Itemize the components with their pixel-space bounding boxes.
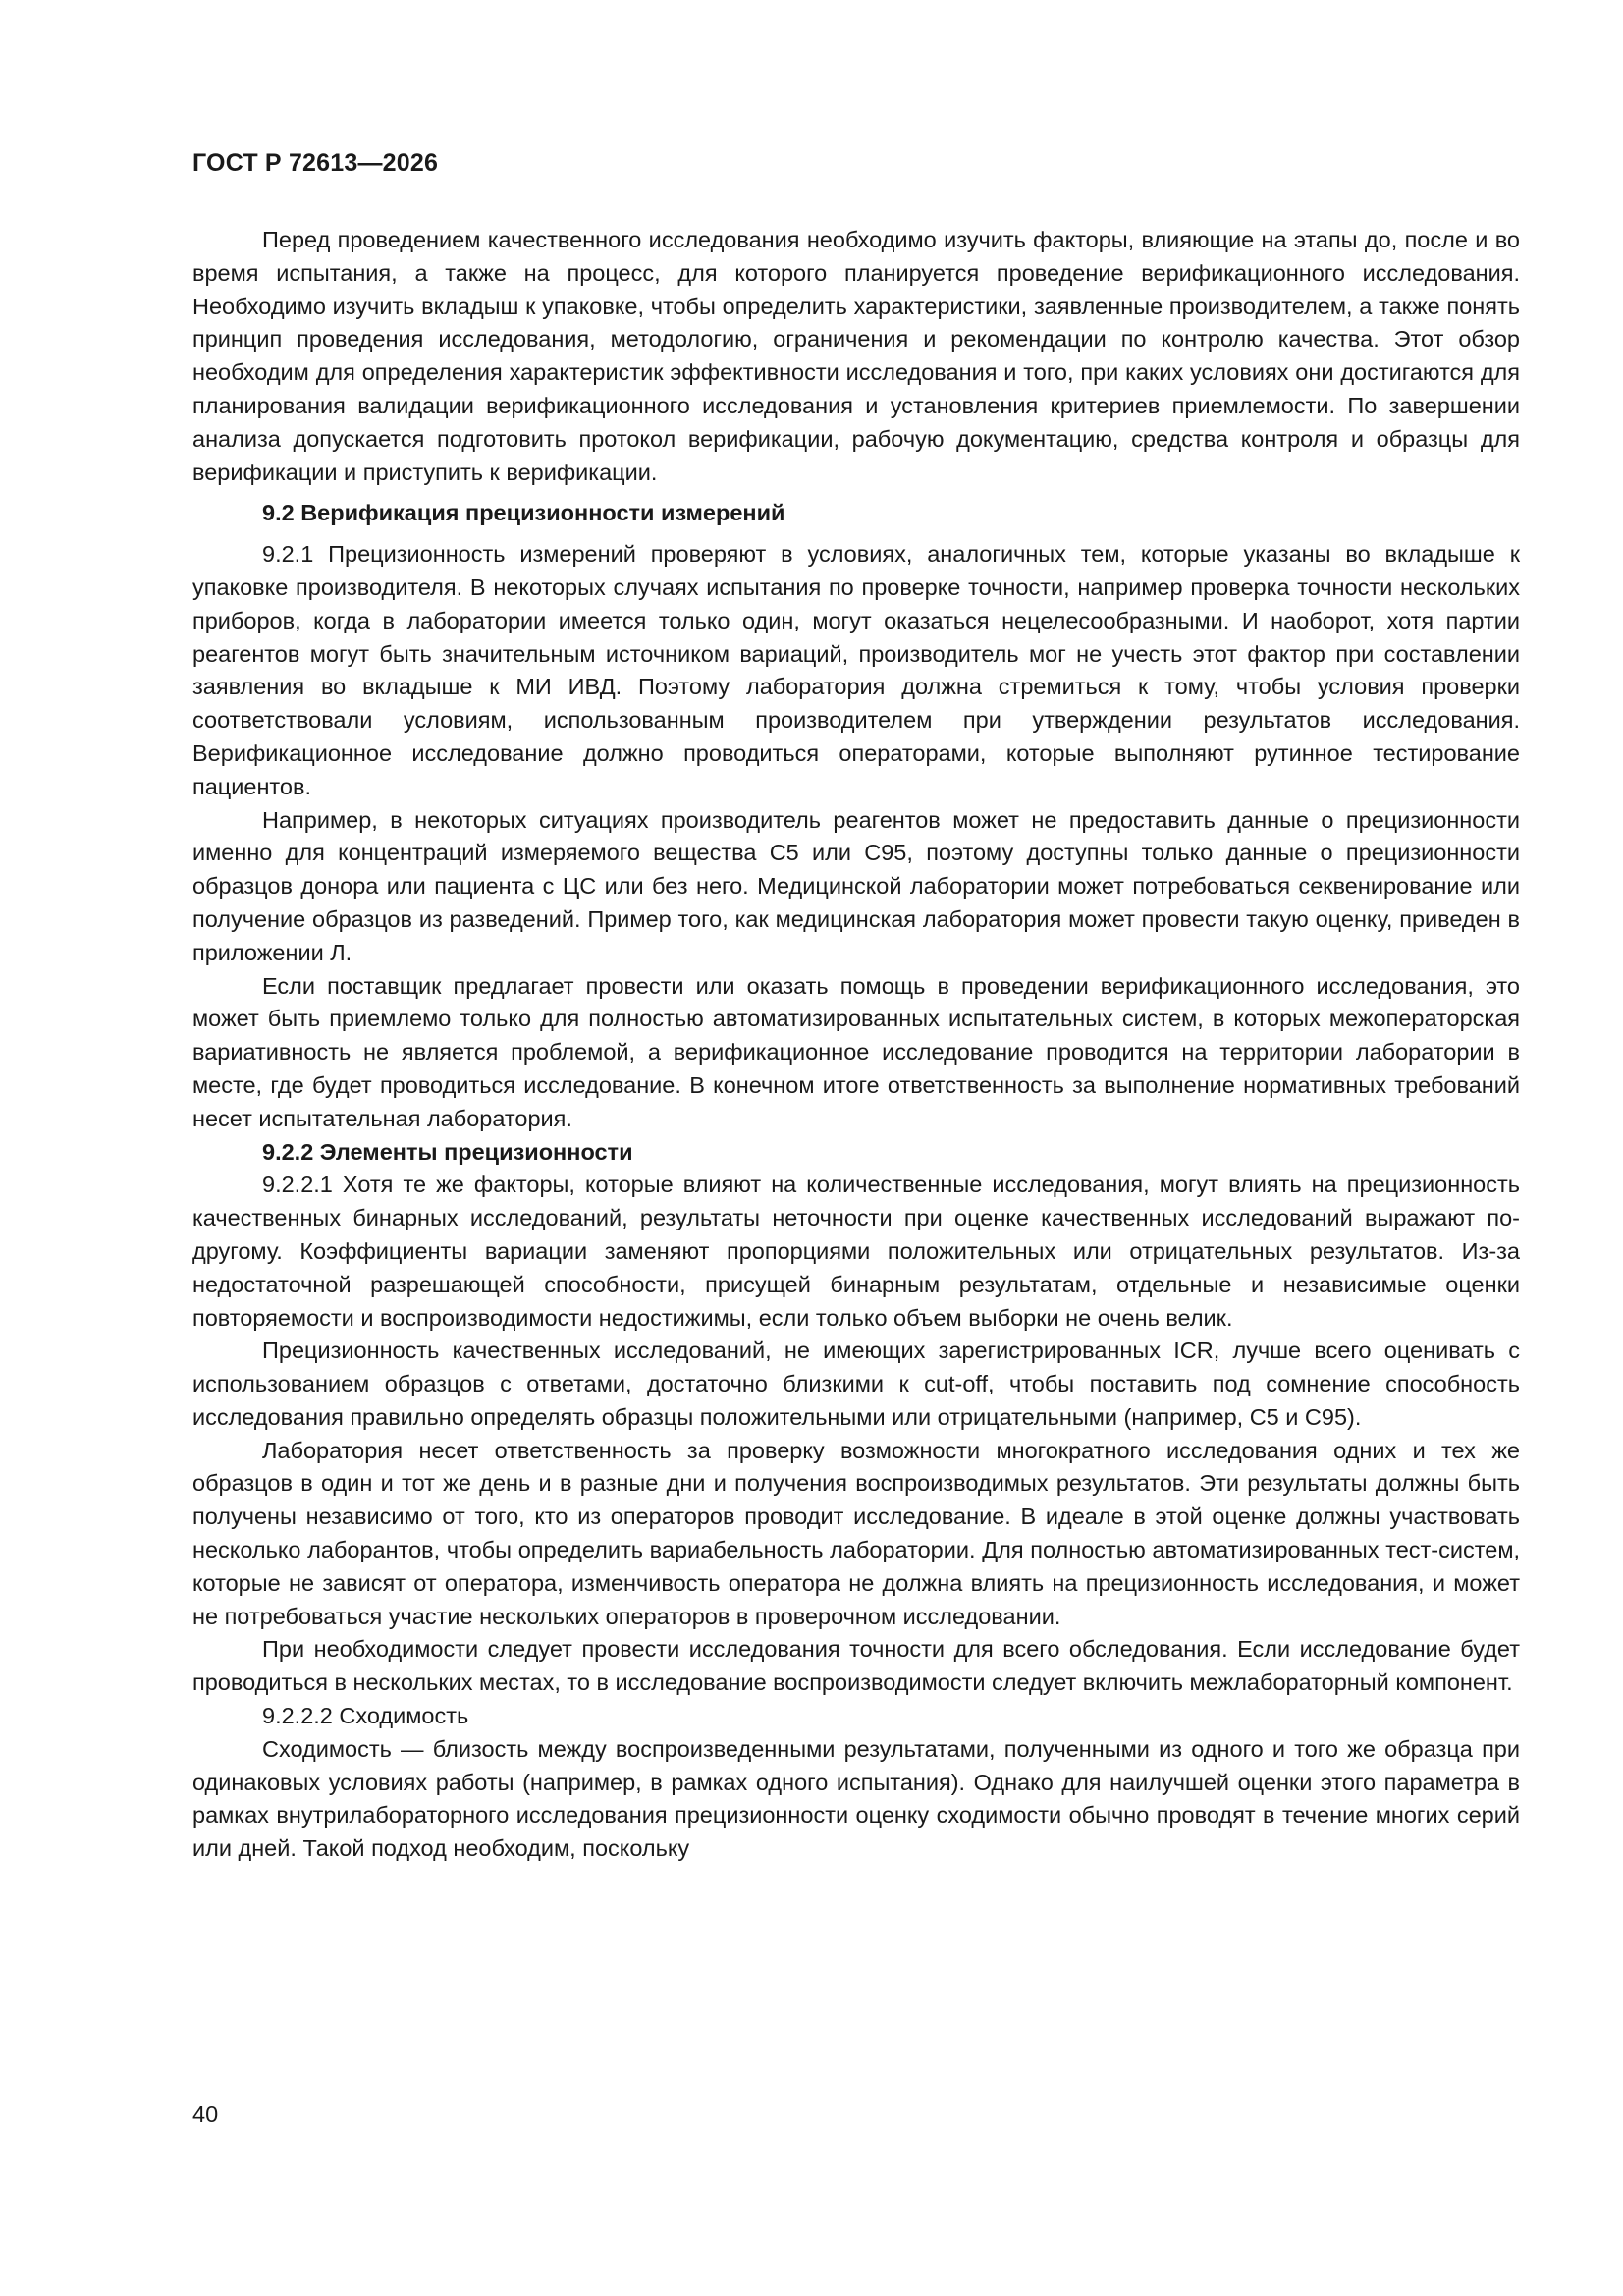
section-9-2-heading: 9.2 Верификация прецизионности измерений — [262, 500, 785, 526]
paragraph-9-2-2-2: Сходимость — близость между воспроизведенными результатами, полученными из одного и того же образца при одинаковых условиях работы (например, в рамках одного испытания). Однако для наилучшей оценки этого параметра в рамках внутрилабораторного исследования прецизионности оценку сходимости обычно проводят в течение многих серий или дней. Такой подход необходим, поскольку — [192, 1735, 1520, 1862]
paragraph-9-2-2-1-lab: Лаборатория несет ответственность за проверку возможности многократного исследования одних и тех же образцов в один и тот же день и в разные дни и получения воспроизводимых результатов. Эти результаты должны быть получены независимо от того, кто из операторов проводит исследование. В идеале в этой оценке должны участвовать несколько лаборантов, чтобы определить вариабельность лаборатории. Для полностью автоматизированных тест-систем, которые не зависят от оператора, изменчивость оператора не должна влиять на прецизионность исследования, и может не потребоваться участие нескольких операторов в проверочном исследовании. — [192, 1437, 1520, 1629]
paragraph-9-2-2-1-icr: Прецизионность качественных исследований, не имеющих зарегистрированных ICR, лучше всего оценивать с использованием образцов с ответами, достаточно близкими к cut-off, чтобы поставить под сомнение способность исследования правильно определять образцы положительными или отрицательными (например, С5 и С95). — [192, 1338, 1520, 1430]
paragraph-9-2-1-supplier: Если поставщик предлагает провести или оказать помощь в проведении верификационного исследования, это может быть приемлемо только для полностью автоматизированных испытательных систем, в которых межоператорская вариативность не является проблемой, а верификационное исследование проводится на территории лаборатории в месте, где будет проводиться исследование. В конечном итоге ответственность за выполнение нормативных требований несет испытательная лаборатория. — [192, 972, 1520, 1131]
paragraph-9-2-1: 9.2.1 Прецизионность измерений проверяют в условиях, аналогичных тем, которые указаны во вкладыше к упаковке производителя. В некоторых случаях испытания по проверке точности, например проверка точности нескольких приборов, когда в лаборатории имеется только один, могут оказаться нецелесообразными. И наоборот, хотя партии реагентов могут быть значительным источником вариаций, производитель мог не учесть этот фактор при составлении заявления во вкладыше к МИ ИВД. Поэтому лаборатория должна стремиться к тому, чтобы условия проверки соответствовали условиям, использованным производителем при утверждении результатов исследования. Верификационное исследование должно проводиться операторами, которые выполняют рутинное тестирование пациентов. — [192, 541, 1520, 799]
paragraph-9-2-2-1: 9.2.2.1 Хотя те же факторы, которые влияют на количественные исследования, могут влиять на прецизионность качественных бинарных исследований, результаты неточности при оценке качественных исследований выражают по-другому. Коэффициенты вариации заменяют пропорциями положительных или отрицательных результатов. Из-за недостаточной разрешающей способности, присущей бинарным результатам, отдельные и независимые оценки повторяемости и воспроизводимости недостижимы, если только объем выборки не очень велик. — [192, 1172, 1520, 1331]
page-number: 40 — [192, 2102, 219, 2127]
page-body — [192, 224, 1520, 1866]
paragraph-9-2-2-1-multisite: При необходимости следует провести исследования точности для всего обследования. Если исследование будет проводиться в нескольких местах, то в исследование воспроизводимости следует включить межлабораторный компонент. — [192, 1636, 1520, 1696]
intro-paragraph: Перед проведением качественного исследования необходимо изучить факторы, влияющие на этапы до, после и во время испытания, а также на процесс, для которого планируется проведение верификационного исследования. Необходимо изучить вкладыш к упаковке, чтобы определить характеристики, заявленные производителем, а также понять принцип проведения исследования, методологию, ограничения и рекомендации по контролю качества. Этот обзор необходим для определения характеристик эффективности исследования и того, при каких условиях они достигаются для планирования валидации верификационного исследования и установления критериев приемлемости. По завершении анализа допускается подготовить протокол верификации, рабочую документацию, средства контроля и образцы для верификации и приступить к верификации. — [192, 227, 1520, 485]
standard-header: ГОСТ Р 72613—2026 — [192, 149, 439, 177]
section-9-2-2-2-heading: 9.2.2.2 Сходимость — [262, 1703, 469, 1729]
section-9-2-2-heading: 9.2.2 Элементы прецизионности — [262, 1138, 633, 1165]
paragraph-9-2-1-example: Например, в некоторых ситуациях производитель реагентов может не предоставить данные о прецизионности именно для концентраций измеряемого вещества С5 или С95, поэтому доступны только данные о прецизионности образцов донора или пациента с ЦС или без него. Медицинской лаборатории может потребоваться секвенирование или получение образцов из разведений. Пример того, как медицинская лаборатория может провести такую оценку, приведен в приложении Л. — [192, 806, 1520, 965]
